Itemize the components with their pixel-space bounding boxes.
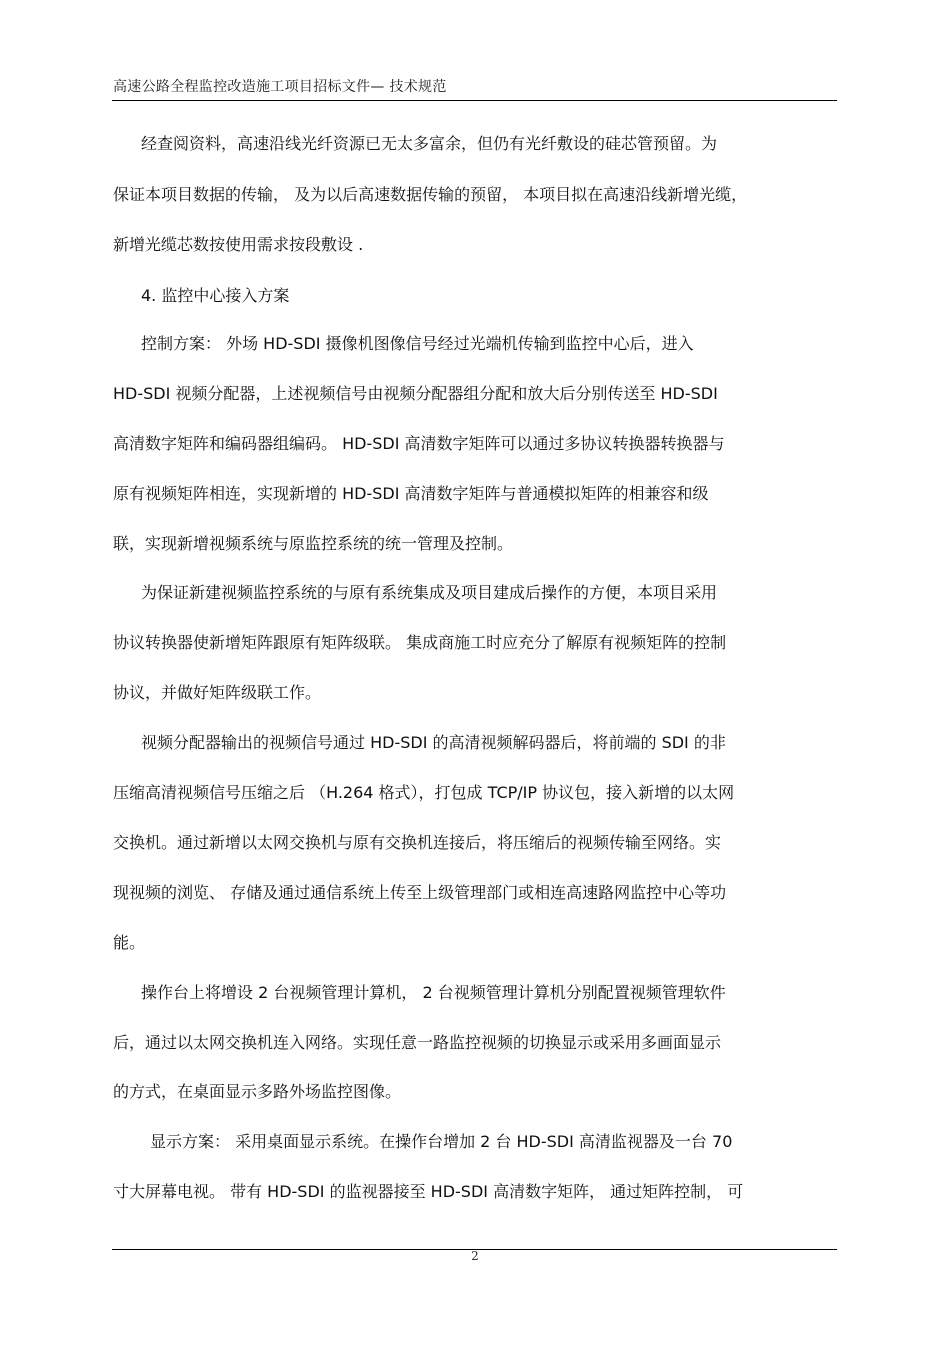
text-line: 控制方案： 外场 HD-SDI 摄像机图像信号经过光端机传输到监控中心后，进入 [141, 334, 694, 353]
section-heading: 4. 监控中心接入方案 [141, 286, 290, 305]
text-line: 压缩高清视频信号压缩之后 （H.264 格式），打包成 TCP/IP 协议包，接入新增的以太网 [113, 783, 735, 802]
text-line: 现视频的浏览、 存储及通过通信系统上传至上级管理部门或相连高速路网监控中心等功 [113, 883, 727, 902]
text-line: 为保证新建视频监控系统的与原有系统集成及项目建成后操作的方便，本项目采用 [141, 583, 718, 602]
text-line: 交换机。通过新增以太网交换机与原有交换机连接后，将压缩后的视频传输至网络。实 [113, 833, 722, 852]
running-header: 高速公路全程监控改造施工项目招标文件— 技术规范 [113, 79, 447, 95]
text-line: 视频分配器输出的视频信号通过 HD-SDI 的高清视频解码器后，将前端的 SDI 的非 [141, 733, 726, 752]
text-line: 保证本项目数据的传输， 及为以后高速数据传输的预留， 本项目拟在高速沿线新增光缆， [113, 185, 748, 204]
text-line: 的方式，在桌面显示多路外场监控图像。 [113, 1082, 402, 1101]
text-line: 显示方案： 采用桌面显示系统。在操作台增加 2 台 HD-SDI 高清监视器及一台 70 [150, 1132, 733, 1151]
text-line: 寸大屏幕电视。 带有 HD-SDI 的监视器接至 HD-SDI 高清数字矩阵， 通过矩阵控制， 可 [113, 1182, 744, 1201]
text-line: 操作台上将增设 2 台视频管理计算机， 2 台视频管理计算机分别配置视频管理软件 [141, 983, 726, 1002]
text-line: 经查阅资料，高速沿线光纤资源已无太多富余，但仍有光纤敷设的硅芯管预留。为 [141, 134, 718, 153]
text-line: 联，实现新增视频系统与原监控系统的统一管理及控制。 [113, 534, 514, 553]
page-number: 2 [471, 1249, 479, 1263]
text-line: 协议，并做好矩阵级联工作。 [113, 683, 322, 702]
text-line: 后，通过以太网交换机连入网络。实现任意一路监控视频的切换显示或采用多画面显示 [113, 1033, 722, 1052]
text-line: 原有视频矩阵相连，实现新增的 HD-SDI 高清数字矩阵与普通模拟矩阵的相兼容和级 [113, 484, 709, 503]
text-line: 高清数字矩阵和编码器组编码。 HD-SDI 高清数字矩阵可以通过多协议转换器转换器与 [113, 434, 725, 453]
text-line: 能。 [113, 933, 146, 952]
text-line: HD-SDI 视频分配器，上述视频信号由视频分配器组分配和放大后分别传送至 HD-SDI [113, 384, 718, 403]
text-line: 新增光缆芯数按使用需求按段敷设 . [113, 235, 364, 254]
text-line: 协议转换器使新增矩阵跟原有矩阵级联。 集成商施工时应充分了解原有视频矩阵的控制 [113, 633, 727, 652]
header-rule [112, 100, 837, 101]
